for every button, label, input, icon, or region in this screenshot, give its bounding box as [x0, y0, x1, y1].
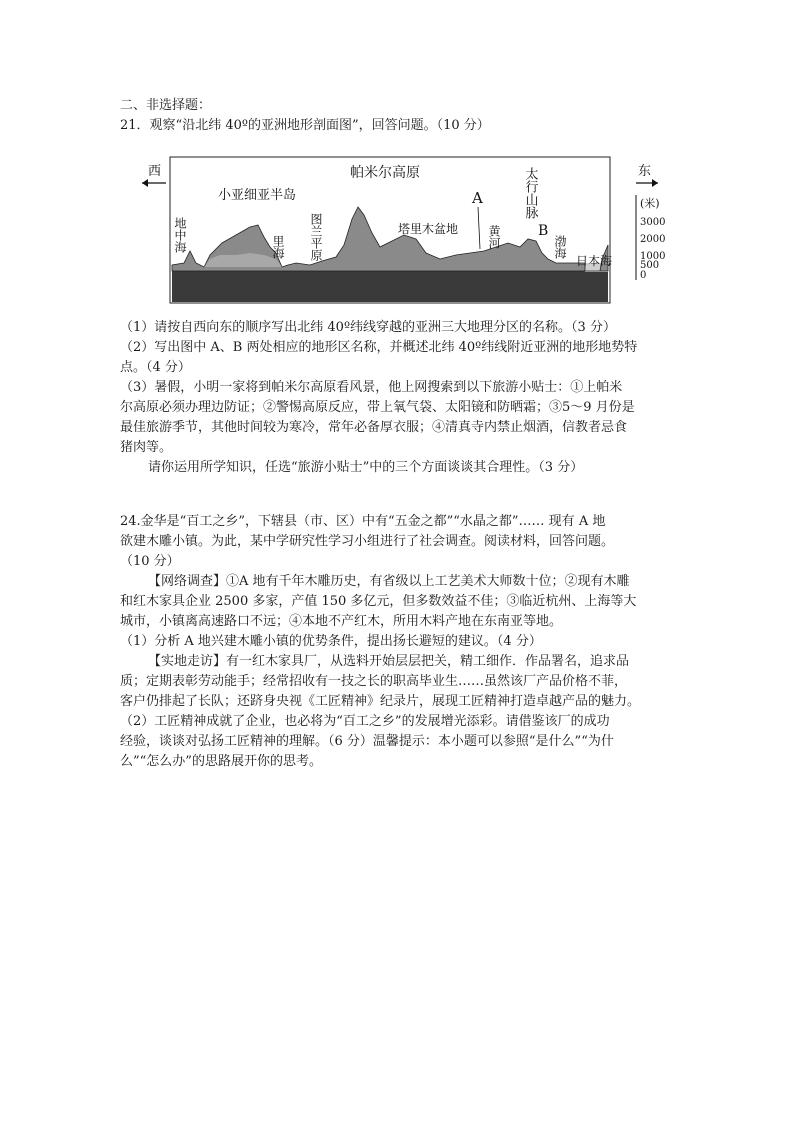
q21-line-7: 猪肉等。	[120, 440, 173, 455]
q24-line-2: 欲建木雕小镇。为此，某中学研究性学习小组进行了社会调查。阅读材料，回答问题。	[120, 534, 615, 549]
pointer-a	[478, 207, 480, 249]
tick-3000: 3000	[640, 217, 666, 228]
section-header: 二、非选择题：	[120, 98, 212, 113]
label-mediterranean: 地中海	[173, 217, 187, 253]
q21-line-1: （1）请按自西向东的顺序写出北纬 40º纬线穿越的亚洲三大地理分区的名称。（3 分）	[120, 320, 616, 335]
label-yellow-river: 黄河	[487, 225, 501, 249]
q21-title: 21．观察“沿北纬 40º的亚洲地形剖面图”，回答问题。（10 分）	[120, 118, 490, 133]
q21-line-5: 尔高原必须办理边防证；②警惕高原反应，带上氧气袋、太阳镜和防晒霜；③5～9 月份是	[120, 400, 635, 415]
q21-line-6: 最佳旅游季节，其他时间较为寒冷，常年必备厚衣服；④清真寺内禁止烟酒，信教者忌食	[120, 420, 628, 435]
label-sea-of-japan: 日本海	[576, 254, 613, 268]
q21-line-8: 请你运用所学知识，任选“旅游小贴士”中的三个方面谈谈其合理性。（3 分）	[148, 460, 584, 475]
q24-line-11: （2）工匠精神成就了企业，也必将为“百工之乡”的发展增光添彩。请借鉴该厂的成功	[120, 714, 610, 729]
q21-line-4: （3）暑假，小明一家将到帕米尔高原看风景，他上网搜索到以下旅游小贴士：①上帕米	[120, 380, 623, 395]
q24-line-1: 24.金华是“百工之乡”，下辖县（市、区）中有“五金之都”“水晶之都”…… 现有 A 地	[120, 514, 606, 529]
tick-500: 500	[640, 260, 660, 271]
q24-line-7: （1）分析 A 地兴建木雕小镇的优势条件，提出扬长避短的建议。（4 分）	[120, 634, 542, 649]
q21-line-3: 点。（4 分）	[120, 360, 191, 375]
west-label: 西	[148, 164, 162, 179]
label-caspian: 里海	[271, 235, 285, 259]
east-arrow-icon	[636, 179, 658, 187]
q24-line-13: 么”“怎么办”的思路展开你的思考。	[120, 754, 322, 769]
west-arrow-icon	[142, 179, 166, 187]
tick-0: 0	[640, 270, 647, 281]
terrain-profile-diagram	[140, 155, 666, 315]
tick-2000: 2000	[640, 234, 666, 245]
tick-1000: 1000	[640, 251, 666, 262]
q24-line-4: 【网络调查】①A 地有千年木雕历史，有省级以上工艺美术大师数十位；②现有木雕	[148, 574, 630, 589]
label-point-a: A	[472, 189, 483, 207]
east-label: 东	[638, 164, 652, 179]
q24-line-5: 和红木家具企业 2500 多家，产值 150 多亿元，但多数效益不佳；③临近杭州、上海等大	[120, 594, 637, 609]
label-tarim: 塔里木盆地	[398, 222, 459, 236]
label-point-b: B	[538, 223, 549, 239]
crust-band	[172, 271, 608, 302]
label-taihang: 太行山脉	[522, 167, 538, 219]
label-bohai: 渤海	[553, 235, 567, 259]
q24-line-6: 城市，小镇离高速路口不远；④本地不产红木，所用木料产地在东南亚等地。	[120, 614, 563, 629]
q21-line-2: （2）写出图中 A、B 两处相应的地形区名称，并概述北纬 40º纬线附近亚洲的地形地势特	[120, 340, 638, 355]
unit-label: (米)	[640, 197, 660, 210]
label-asia-minor: 小亚细亚半岛	[218, 188, 297, 203]
label-turan: 图兰平原	[309, 213, 323, 261]
q24-line-9: 质；定期表彰劳动能手；经常招收有一技之长的职高毕业生……虽然该厂产品价格不菲，	[120, 674, 628, 689]
q24-line-10: 客户仍排起了长队；还跻身央视《工匠精神》纪录片，展现工匠精神打造卓越产品的魅力。	[120, 694, 641, 709]
label-pamir: 帕米尔高原	[350, 165, 420, 181]
q24-line-8: 【实地走访】有一红木家具厂，从选料开始层层把关，精工细作．作品署名，追求品	[148, 654, 630, 669]
q24-line-3: （10 分）	[120, 554, 180, 569]
q24-line-12: 经验，谈谈对弘扬工匠精神的理解。（6 分）温馨提示：本小题可以参照“是什么”“为什	[120, 734, 614, 749]
